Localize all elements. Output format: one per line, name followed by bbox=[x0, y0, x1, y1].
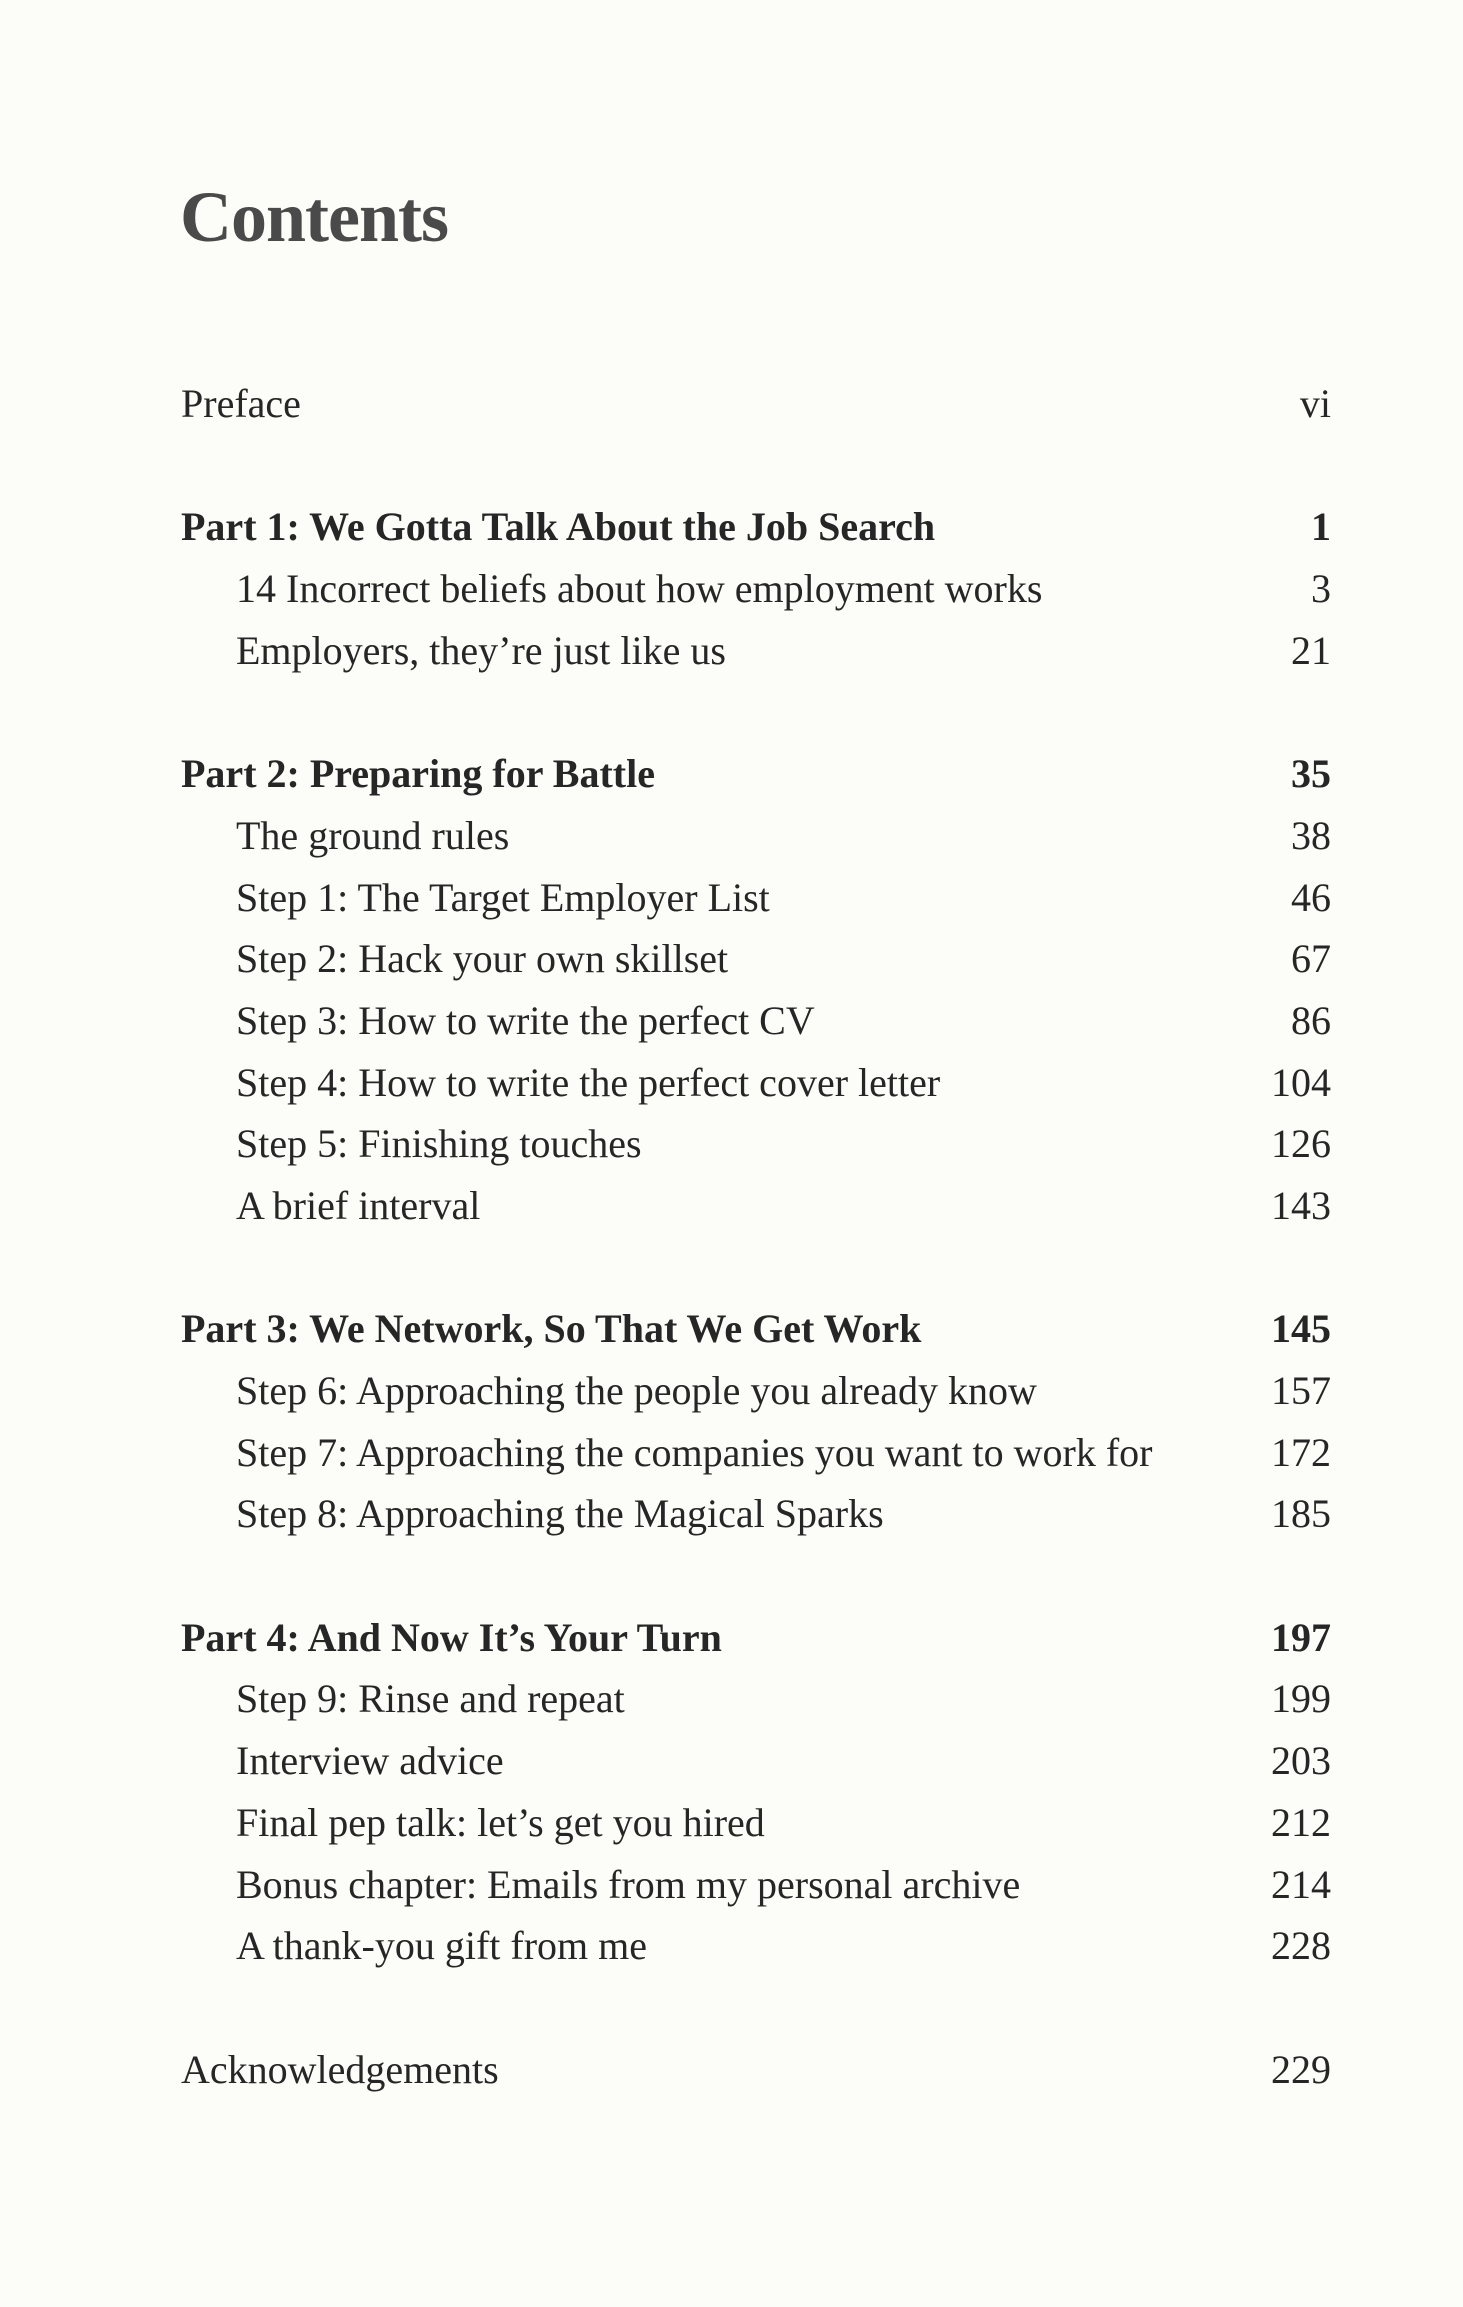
toc-chapter-entry[interactable] bbox=[181, 990, 1331, 1052]
toc-part-heading[interactable] bbox=[181, 1607, 1331, 1669]
toc-chapter-entry[interactable] bbox=[181, 1175, 1331, 1237]
entry-page: 145 bbox=[1271, 1306, 1331, 1352]
toc-chapter-entry[interactable] bbox=[181, 1360, 1331, 1422]
entry-page: 67 bbox=[1291, 936, 1331, 982]
entry-label: Step 2: Hack your own skillset bbox=[236, 936, 729, 982]
toc-chapter-entry[interactable] bbox=[181, 928, 1331, 990]
entry-page: 199 bbox=[1271, 1676, 1331, 1722]
page-title: Contents bbox=[180, 177, 449, 257]
entry-page: 203 bbox=[1271, 1738, 1331, 1784]
toc-chapter-entry[interactable] bbox=[181, 1422, 1331, 1484]
toc-part-heading[interactable] bbox=[181, 496, 1331, 558]
entry-label: Bonus chapter: Emails from my personal archive bbox=[236, 1861, 1021, 1907]
entry-label: 14 Incorrect beliefs about how employment works bbox=[236, 566, 1043, 612]
toc-chapter-entry[interactable] bbox=[181, 1052, 1331, 1114]
entry-label: Step 4: How to write the perfect cover letter bbox=[236, 1059, 941, 1105]
entry-page: 212 bbox=[1271, 1799, 1331, 1845]
toc-chapter-entry[interactable] bbox=[181, 805, 1331, 867]
entry-label: Interview advice bbox=[236, 1738, 504, 1784]
entry-page: 228 bbox=[1271, 1923, 1331, 1969]
entry-label: A thank-you gift from me bbox=[236, 1923, 648, 1969]
toc-chapter-entry[interactable] bbox=[181, 620, 1331, 682]
entry-label: Acknowledgements bbox=[181, 2046, 499, 2092]
toc-chapter-entry[interactable] bbox=[181, 1854, 1331, 1916]
entry-label: Part 1: We Gotta Talk About the Job Search bbox=[181, 504, 936, 550]
entry-page: 126 bbox=[1271, 1121, 1331, 1167]
entry-label: Step 9: Rinse and repeat bbox=[236, 1676, 625, 1722]
entry-page: 3 bbox=[1311, 566, 1331, 612]
entry-page: 214 bbox=[1271, 1861, 1331, 1907]
entry-page: vi bbox=[1299, 381, 1331, 426]
table-of-contents bbox=[181, 373, 1331, 2100]
entry-label: The ground rules bbox=[236, 812, 510, 858]
entry-page: 104 bbox=[1271, 1059, 1331, 1105]
toc-entry-preface[interactable] bbox=[181, 373, 1331, 435]
entry-page: 197 bbox=[1271, 1614, 1331, 1660]
entry-page: 21 bbox=[1291, 627, 1331, 673]
entry-page: 86 bbox=[1291, 997, 1331, 1043]
toc-chapter-entry[interactable] bbox=[181, 1483, 1331, 1545]
toc-chapter-entry[interactable] bbox=[181, 1730, 1331, 1792]
entry-page: 1 bbox=[1311, 504, 1331, 550]
entry-page: 185 bbox=[1271, 1491, 1331, 1537]
entry-label: Step 8: Approaching the Magical Sparks bbox=[236, 1491, 884, 1537]
toc-part-heading[interactable] bbox=[181, 743, 1331, 805]
toc-chapter-entry[interactable] bbox=[181, 1668, 1331, 1730]
entry-label: Final pep talk: let’s get you hired bbox=[236, 1799, 765, 1845]
entry-label: Preface bbox=[181, 381, 301, 426]
entry-page: 35 bbox=[1291, 751, 1331, 797]
entry-label: Part 3: We Network, So That We Get Work bbox=[181, 1306, 922, 1352]
entry-label: Step 7: Approaching the companies you want to work for bbox=[236, 1429, 1153, 1475]
entry-label: Step 3: How to write the perfect CV bbox=[236, 997, 815, 1043]
entry-label: Part 4: And Now It’s Your Turn bbox=[181, 1614, 722, 1660]
toc-chapter-entry[interactable] bbox=[181, 867, 1331, 929]
entry-label: Part 2: Preparing for Battle bbox=[181, 751, 655, 797]
toc-chapter-entry[interactable] bbox=[181, 1792, 1331, 1854]
toc-part-heading[interactable] bbox=[181, 1298, 1331, 1360]
toc-chapter-entry[interactable] bbox=[181, 1915, 1331, 1977]
entry-label: Step 6: Approaching the people you already know bbox=[236, 1368, 1037, 1413]
entry-page: 143 bbox=[1271, 1182, 1331, 1228]
entry-label: Step 1: The Target Employer List bbox=[236, 874, 770, 920]
entry-page: 229 bbox=[1271, 2046, 1331, 2092]
entry-page: 38 bbox=[1291, 812, 1331, 858]
entry-label: Step 5: Finishing touches bbox=[236, 1121, 642, 1167]
entry-page: 46 bbox=[1291, 874, 1331, 920]
toc-chapter-entry[interactable] bbox=[181, 558, 1331, 620]
entry-label: Employers, they’re just like us bbox=[236, 627, 726, 673]
toc-chapter-entry[interactable] bbox=[181, 1113, 1331, 1175]
entry-label: A brief interval bbox=[236, 1182, 481, 1228]
entry-page: 172 bbox=[1271, 1429, 1331, 1475]
toc-entry-acknowledgements[interactable] bbox=[181, 2039, 1331, 2101]
entry-page: 157 bbox=[1271, 1368, 1331, 1413]
